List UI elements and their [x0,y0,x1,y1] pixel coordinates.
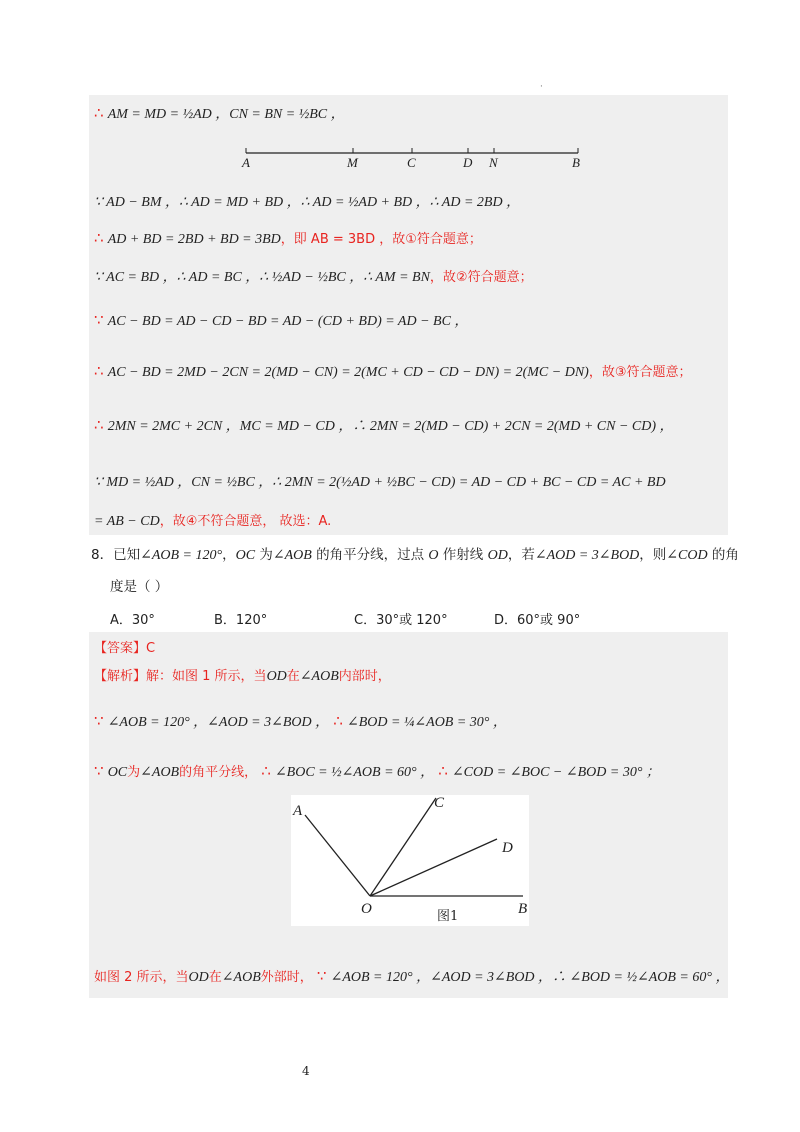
q-text: 的角 [707,547,739,563]
top-mark: · [540,82,543,92]
block1-line4-math: ∵ AC = BD ，∴ AD = BC ，∴ ½AD − ½BC ，∴ AM = BN [94,270,430,285]
because-symbol: ∵ [94,712,104,730]
q-text: 已知 [113,547,141,563]
therefore-symbol: ∴ [438,762,448,780]
analysis-math: OD [188,970,209,985]
analysis-math: ∠BOC = ½∠AOB = 60° ， [274,765,435,780]
block1-line9-conclusion: ，故④不符合题意， 故选：A. [159,514,332,529]
block1-line8-math: ∵ MD = ½AD ，CN = ½BC ，∴ 2MN = 2(½AD + ½BC − CD) = AD − CD + BC − CD = AC + BD [94,475,666,490]
therefore-symbol: ∴ [94,416,104,434]
block1-line3-conclusion: ，即 AB = 3BD ，故①符合题意； [280,232,482,247]
analysis-text: 的角平分线， [179,765,258,780]
block1-line9 [94,513,331,531]
block1-line4-conclusion: ，故②符合题意； [429,270,533,285]
analysis-line4 [94,967,729,987]
question-number: 8． [91,547,114,563]
segment-label-m: M [347,155,358,170]
analysis-line2-math: ∠AOB = 120° ，∠AOD = 3∠BOD ， [107,715,330,730]
therefore-symbol: ∴ [333,712,343,730]
option-a[interactable]: A．30° [110,613,155,628]
q-text: ， [222,547,236,563]
block1-line9-math: = AB − CD [94,514,160,529]
block1-line2 [94,194,520,212]
q-math: O [428,548,439,563]
analysis-text: 内部时， [338,669,391,684]
analysis-text: 为 [127,765,141,780]
figure-1-svg [291,795,529,926]
analysis-text: 在 [286,669,300,684]
q-math: ∠COD [666,548,708,563]
block1-line8 [94,474,666,492]
q-math: ∠AOB = 120° [140,548,223,563]
because-symbol: ∵ [94,311,104,329]
analysis-text: 在 [208,970,222,985]
q-text: 作射线 [438,547,488,563]
therefore-symbol: ∴ [94,362,104,380]
figure-1 [291,795,529,926]
answer-label: 【答案】C [94,641,156,656]
q-text: ，若 [507,547,535,563]
figure-label-a: A [293,803,303,819]
because-symbol: ∵ [94,762,104,780]
q-text: 的角平分线，过点 [311,547,429,563]
block1-line3-math: AD + BD = 2BD + BD = 3BD [107,232,281,247]
page-number: 4 [302,1064,310,1078]
analysis-line2 [94,712,507,732]
analysis-math: ∠AOB = 120° ，∠AOD = 3∠BOD ，∴ ∠BOD = ½∠AOB = 60° ， [330,970,730,985]
block1-line6 [94,362,691,382]
analysis-math: ∠COD = ∠BOC − ∠BOD = 30° ； [451,765,660,780]
therefore-symbol: ∴ [94,229,104,247]
q-math: ∠AOD = 3∠BOD [534,548,640,563]
question-8 [91,546,739,565]
option-b[interactable]: B．120° [214,613,268,628]
q-math: ∠AOB [272,548,312,563]
question-8-line2: 度是（ ） [110,579,169,595]
option-d[interactable]: D．60°或 90° [494,613,581,628]
analysis-math: OD [266,669,287,684]
figure-label-o: O [361,901,372,917]
analysis-math: ∠AOB [221,970,261,985]
figure-label-c: C [434,795,445,811]
block1-line1-math: AM = MD = ½AD ，CN = BN = ½BC ， [107,107,345,122]
block1-line6-conclusion: ，故③符合题意； [588,365,692,380]
segment-label-a: A [242,155,250,170]
analysis-line2-math-b: ∠BOD = ¼∠AOB = 30° ， [346,715,507,730]
option-c[interactable]: C．30°或 120° [354,613,448,628]
figure-label-b: B [518,901,528,917]
analysis-line3 [94,762,660,782]
analysis-math: ∠AOB [140,765,180,780]
analysis-math: ∠AOB [299,669,339,684]
q-text: ，则 [639,547,667,563]
q-math: OD [487,548,508,563]
block1-line1 [94,104,345,124]
therefore-symbol: ∴ [261,762,271,780]
segment-label-b: B [572,155,580,170]
segment-label-d: D [463,155,473,170]
analysis-text: 如图 2 所示，当 [94,970,189,985]
block1-line3 [94,229,482,249]
figure-label-d: D [502,840,513,856]
analysis-label: 【解析】 [94,669,147,684]
q-text: 为 [255,547,273,563]
block1-line4 [94,269,533,287]
analysis-text: 解：如图 1 所示，当 [146,669,267,684]
block1-line6-math: AC − BD = 2MD − 2CN = 2(MD − CN) = 2(MC + CD − CD − DN) = 2(MC − DN) [107,365,589,380]
block1-line7-math: 2MN = 2MC + 2CN ，MC = MD − CD ，∴ 2MN = 2(MD − CD) + 2CN = 2(MD + CN − CD) ， [107,419,674,434]
therefore-symbol: ∴ [94,104,104,122]
block1-line2-math: ∵ AD − BM ，∴ AD = MD + BD ，∴ AD = ½AD + BD ，∴ AD = 2BD ， [94,195,521,210]
figure-caption: 图1 [437,909,459,924]
block1-line7 [94,416,674,436]
block1-line5-math: AC − BD = AD − CD − BD = AD − (CD + BD) = AD − BC ， [107,314,469,329]
analysis-line1 [94,668,391,686]
analysis-math: OC [107,765,128,780]
block1-line5 [94,311,468,331]
q-math: OC [235,548,256,563]
analysis-text: 外部时， [260,970,313,985]
segment-label-n: N [489,155,498,170]
ray-oa [305,815,370,896]
segment-label-c: C [407,155,416,170]
because-symbol: ∵ [316,967,327,985]
